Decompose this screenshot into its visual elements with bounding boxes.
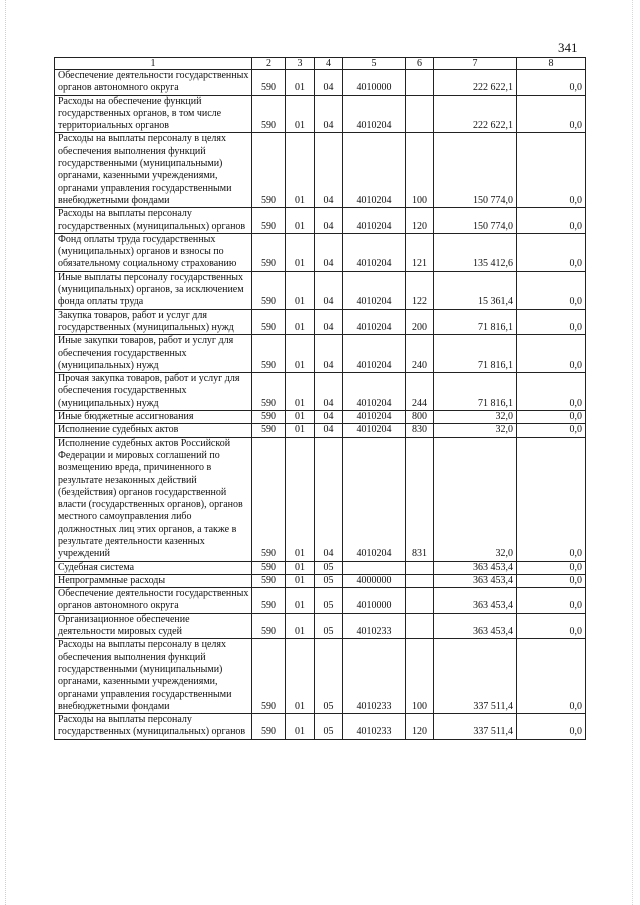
target-article-cell: 4010204 bbox=[343, 411, 406, 424]
row-name-cell: Обеспечение деятельности государственных органов автономного округа bbox=[55, 588, 252, 614]
target-article-cell: 4010204 bbox=[343, 309, 406, 335]
amount-cell: 0,0 bbox=[517, 561, 586, 574]
table-row bbox=[55, 424, 586, 437]
subsection-cell: 04 bbox=[315, 335, 343, 373]
subsection-cell: 05 bbox=[315, 588, 343, 614]
column-header: 4 bbox=[315, 58, 343, 70]
row-name-cell: Иные выплаты персоналу государственных (муниципальных) органов, за исключением фонда оплаты труда bbox=[55, 271, 252, 309]
section-cell: 01 bbox=[286, 613, 315, 639]
table-row bbox=[55, 588, 586, 614]
code-cell: 590 bbox=[252, 574, 286, 587]
expense-type-cell: 831 bbox=[406, 437, 434, 561]
section-cell: 01 bbox=[286, 424, 315, 437]
table-row bbox=[55, 437, 586, 561]
subsection-cell: 05 bbox=[315, 574, 343, 587]
table-row bbox=[55, 373, 586, 411]
subsection-cell: 04 bbox=[315, 271, 343, 309]
column-header: 5 bbox=[343, 58, 406, 70]
table-row bbox=[55, 70, 586, 96]
table-row bbox=[55, 574, 586, 587]
amount-cell: 222 622,1 bbox=[434, 70, 517, 96]
amount-cell: 71 816,1 bbox=[434, 335, 517, 373]
expense-type-cell bbox=[406, 588, 434, 614]
target-article-cell: 4010204 bbox=[343, 133, 406, 208]
target-article-cell: 4010204 bbox=[343, 335, 406, 373]
target-article-cell: 4010204 bbox=[343, 373, 406, 411]
scan-margin-line bbox=[5, 0, 7, 905]
code-cell: 590 bbox=[252, 588, 286, 614]
amount-cell: 71 816,1 bbox=[434, 309, 517, 335]
amount-cell: 32,0 bbox=[434, 424, 517, 437]
code-cell: 590 bbox=[252, 335, 286, 373]
target-article-cell: 4010233 bbox=[343, 639, 406, 714]
section-cell: 01 bbox=[286, 588, 315, 614]
subsection-cell: 04 bbox=[315, 70, 343, 96]
target-article-cell: 4010000 bbox=[343, 70, 406, 96]
row-name-cell: Иные закупки товаров, работ и услуг для обеспечения государственных (муниципальных) нужд bbox=[55, 335, 252, 373]
subsection-cell: 04 bbox=[315, 411, 343, 424]
amount-cell: 71 816,1 bbox=[434, 373, 517, 411]
code-cell: 590 bbox=[252, 613, 286, 639]
row-name-cell: Судебная система bbox=[55, 561, 252, 574]
table-row bbox=[55, 208, 586, 234]
expense-type-cell: 122 bbox=[406, 271, 434, 309]
expense-type-cell bbox=[406, 574, 434, 587]
subsection-cell: 04 bbox=[315, 233, 343, 271]
header-row bbox=[55, 58, 586, 70]
row-name-cell: Обеспечение деятельности государственных органов автономного округа bbox=[55, 70, 252, 96]
amount-cell: 0,0 bbox=[517, 613, 586, 639]
code-cell: 590 bbox=[252, 309, 286, 335]
amount-cell: 0,0 bbox=[517, 95, 586, 133]
amount-cell: 0,0 bbox=[517, 373, 586, 411]
code-cell: 590 bbox=[252, 639, 286, 714]
section-cell: 01 bbox=[286, 561, 315, 574]
row-name-cell: Расходы на выплаты персоналу в целях обеспечения выполнения функций государственными (муниципальными) органами, казенными учреждениями, органами управления государственными внебюджетными фондами bbox=[55, 133, 252, 208]
row-name-cell: Расходы на выплаты персоналу государственных (муниципальных) органов bbox=[55, 714, 252, 740]
section-cell: 01 bbox=[286, 309, 315, 335]
target-article-cell: 4010204 bbox=[343, 95, 406, 133]
row-name-cell: Организационное обеспечение деятельности мировых судей bbox=[55, 613, 252, 639]
row-name-cell: Исполнение судебных актов bbox=[55, 424, 252, 437]
expense-type-cell: 100 bbox=[406, 133, 434, 208]
table-row bbox=[55, 639, 586, 714]
subsection-cell: 04 bbox=[315, 133, 343, 208]
column-header: 8 bbox=[517, 58, 586, 70]
expense-type-cell: 200 bbox=[406, 309, 434, 335]
amount-cell: 337 511,4 bbox=[434, 714, 517, 740]
amount-cell: 0,0 bbox=[517, 233, 586, 271]
amount-cell: 0,0 bbox=[517, 271, 586, 309]
section-cell: 01 bbox=[286, 411, 315, 424]
section-cell: 01 bbox=[286, 373, 315, 411]
subsection-cell: 04 bbox=[315, 437, 343, 561]
code-cell: 590 bbox=[252, 208, 286, 234]
column-header: 1 bbox=[55, 58, 252, 70]
amount-cell: 0,0 bbox=[517, 208, 586, 234]
table-row bbox=[55, 561, 586, 574]
amount-cell: 150 774,0 bbox=[434, 208, 517, 234]
code-cell: 590 bbox=[252, 233, 286, 271]
amount-cell: 0,0 bbox=[517, 411, 586, 424]
target-article-cell bbox=[343, 561, 406, 574]
target-article-cell: 4010233 bbox=[343, 613, 406, 639]
expense-type-cell: 240 bbox=[406, 335, 434, 373]
subsection-cell: 04 bbox=[315, 208, 343, 234]
amount-cell: 0,0 bbox=[517, 639, 586, 714]
subsection-cell: 05 bbox=[315, 714, 343, 740]
expense-type-cell bbox=[406, 70, 434, 96]
subsection-cell: 04 bbox=[315, 424, 343, 437]
column-header: 7 bbox=[434, 58, 517, 70]
table-row bbox=[55, 309, 586, 335]
amount-cell: 0,0 bbox=[517, 574, 586, 587]
amount-cell: 135 412,6 bbox=[434, 233, 517, 271]
amount-cell: 0,0 bbox=[517, 309, 586, 335]
code-cell: 590 bbox=[252, 70, 286, 96]
column-header: 6 bbox=[406, 58, 434, 70]
section-cell: 01 bbox=[286, 208, 315, 234]
table-row bbox=[55, 411, 586, 424]
section-cell: 01 bbox=[286, 233, 315, 271]
amount-cell: 0,0 bbox=[517, 70, 586, 96]
section-cell: 01 bbox=[286, 70, 315, 96]
row-name-cell: Расходы на выплаты персоналу государственных (муниципальных) органов bbox=[55, 208, 252, 234]
code-cell: 590 bbox=[252, 424, 286, 437]
amount-cell: 32,0 bbox=[434, 411, 517, 424]
section-cell: 01 bbox=[286, 574, 315, 587]
subsection-cell: 05 bbox=[315, 613, 343, 639]
row-name-cell: Иные бюджетные ассигнования bbox=[55, 411, 252, 424]
table-row bbox=[55, 95, 586, 133]
table-row bbox=[55, 271, 586, 309]
amount-cell: 0,0 bbox=[517, 424, 586, 437]
target-article-cell: 4010000 bbox=[343, 588, 406, 614]
expense-type-cell: 120 bbox=[406, 208, 434, 234]
row-name-cell: Прочая закупка товаров, работ и услуг для обеспечения государственных (муниципальных) нужд bbox=[55, 373, 252, 411]
scan-margin-line bbox=[632, 0, 634, 905]
section-cell: 01 bbox=[286, 133, 315, 208]
target-article-cell: 4010204 bbox=[343, 271, 406, 309]
code-cell: 590 bbox=[252, 561, 286, 574]
table-row bbox=[55, 335, 586, 373]
row-name-cell: Расходы на выплаты персоналу в целях обеспечения выполнения функций государственными (муниципальными) органами, казенными учреждениями, органами управления государственными внебюджетными фондами bbox=[55, 639, 252, 714]
table-row bbox=[55, 233, 586, 271]
amount-cell: 32,0 bbox=[434, 437, 517, 561]
amount-cell: 150 774,0 bbox=[434, 133, 517, 208]
section-cell: 01 bbox=[286, 95, 315, 133]
expense-type-cell: 800 bbox=[406, 411, 434, 424]
row-name-cell: Закупка товаров, работ и услуг для государственных (муниципальных) нужд bbox=[55, 309, 252, 335]
amount-cell: 0,0 bbox=[517, 133, 586, 208]
expense-type-cell: 120 bbox=[406, 714, 434, 740]
code-cell: 590 bbox=[252, 437, 286, 561]
target-article-cell: 4010233 bbox=[343, 714, 406, 740]
code-cell: 590 bbox=[252, 271, 286, 309]
amount-cell: 337 511,4 bbox=[434, 639, 517, 714]
amount-cell: 0,0 bbox=[517, 335, 586, 373]
page-number: 341 bbox=[558, 40, 578, 55]
code-cell: 590 bbox=[252, 133, 286, 208]
code-cell: 590 bbox=[252, 373, 286, 411]
expense-type-cell bbox=[406, 561, 434, 574]
amount-cell: 363 453,4 bbox=[434, 613, 517, 639]
amount-cell: 15 361,4 bbox=[434, 271, 517, 309]
row-name-cell: Непрограммные расходы bbox=[55, 574, 252, 587]
amount-cell: 363 453,4 bbox=[434, 574, 517, 587]
section-cell: 01 bbox=[286, 639, 315, 714]
amount-cell: 0,0 bbox=[517, 588, 586, 614]
subsection-cell: 05 bbox=[315, 639, 343, 714]
section-cell: 01 bbox=[286, 335, 315, 373]
subsection-cell: 04 bbox=[315, 373, 343, 411]
expense-type-cell: 244 bbox=[406, 373, 434, 411]
subsection-cell: 05 bbox=[315, 561, 343, 574]
table-row bbox=[55, 714, 586, 740]
table-row bbox=[55, 613, 586, 639]
subsection-cell: 04 bbox=[315, 309, 343, 335]
amount-cell: 363 453,4 bbox=[434, 561, 517, 574]
expense-type-cell bbox=[406, 95, 434, 133]
amount-cell: 222 622,1 bbox=[434, 95, 517, 133]
column-header: 3 bbox=[286, 58, 315, 70]
expense-type-cell: 830 bbox=[406, 424, 434, 437]
code-cell: 590 bbox=[252, 411, 286, 424]
table-row bbox=[55, 133, 586, 208]
target-article-cell: 4000000 bbox=[343, 574, 406, 587]
column-header: 2 bbox=[252, 58, 286, 70]
code-cell: 590 bbox=[252, 95, 286, 133]
row-name-cell: Фонд оплаты труда государственных (муниципальных) органов и взносы по обязательному социальному страхованию bbox=[55, 233, 252, 271]
target-article-cell: 4010204 bbox=[343, 208, 406, 234]
amount-cell: 0,0 bbox=[517, 714, 586, 740]
amount-cell: 363 453,4 bbox=[434, 588, 517, 614]
amount-cell: 0,0 bbox=[517, 437, 586, 561]
expense-type-cell bbox=[406, 613, 434, 639]
expense-type-cell: 100 bbox=[406, 639, 434, 714]
row-name-cell: Расходы на обеспечение функций государственных органов, в том числе территориальных органов bbox=[55, 95, 252, 133]
target-article-cell: 4010204 bbox=[343, 437, 406, 561]
subsection-cell: 04 bbox=[315, 95, 343, 133]
section-cell: 01 bbox=[286, 714, 315, 740]
row-name-cell: Исполнение судебных актов Российской Федерации и мировых соглашений по возмещению вреда, причиненного в результате незаконных действий (бездействия) органов государственной власти (государственных органов), органов местного самоуправления либо должностных лиц этих органов, а также в результате деятельности казенных учреждений bbox=[55, 437, 252, 561]
target-article-cell: 4010204 bbox=[343, 424, 406, 437]
budget-table bbox=[54, 57, 586, 740]
expense-type-cell: 121 bbox=[406, 233, 434, 271]
table-body bbox=[55, 70, 586, 740]
code-cell: 590 bbox=[252, 714, 286, 740]
section-cell: 01 bbox=[286, 271, 315, 309]
target-article-cell: 4010204 bbox=[343, 233, 406, 271]
section-cell: 01 bbox=[286, 437, 315, 561]
